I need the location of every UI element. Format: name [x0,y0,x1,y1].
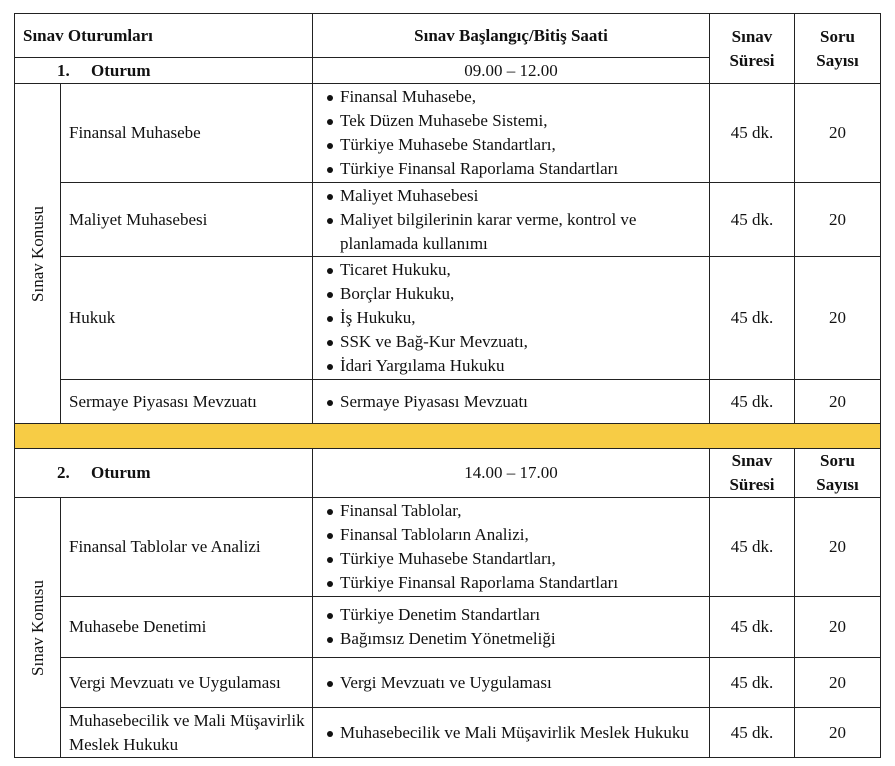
count-value: 20 [795,658,881,708]
session-1-time: 09.00 – 12.00 [313,58,710,84]
topic-list [313,658,710,708]
topic-list [313,257,710,380]
subject-group-label: Sınav Konusu [15,498,61,758]
duration-value: 45 dk. [710,84,795,183]
list-item: İş Hukuku, [325,306,703,330]
list-item: Maliyet bilgilerinin karar verme, kontrol ve planlamada kullanımı [325,208,703,256]
table-row [15,658,881,708]
exam-schedule-table [14,13,881,758]
session-separator [15,424,881,449]
header-question-count: Soru Sayısı [795,14,881,84]
header-time: Sınav Başlangıç/Bitiş Saati [313,14,710,58]
count-value: 20 [795,257,881,380]
list-item: Vergi Mevzuatı ve Uygulaması [325,671,703,695]
list-item: Sermaye Piyasası Mevzuatı [325,390,703,414]
subject-name: Finansal Muhasebe [61,84,313,183]
header-duration: Sınav Süresi [710,14,795,84]
list-item: Türkiye Muhasebe Standartları, [325,133,703,157]
session-2-time: 14.00 – 17.00 [313,449,710,498]
count-value: 20 [795,84,881,183]
subject-name: Sermaye Piyasası Mevzuatı [61,380,313,424]
duration-value: 45 dk. [710,183,795,257]
list-item: Muhasebecilik ve Mali Müşavirlik Meslek Hukuku [325,721,703,745]
duration-value: 45 dk. [710,658,795,708]
duration-value: 45 dk. [710,708,795,758]
subject-name: Vergi Mevzuatı ve Uygulaması [61,658,313,708]
list-item: SSK ve Bağ-Kur Mevzuatı, [325,330,703,354]
list-item: Finansal Tablolar, [325,499,703,523]
subject-name: Hukuk [61,257,313,380]
subject-name: Finansal Tablolar ve Analizi [61,498,313,597]
session-2-label: 2. Oturum [15,449,313,498]
count-value: 20 [795,380,881,424]
topic-list [313,380,710,424]
subject-name: Maliyet Muhasebesi [61,183,313,257]
topic-list [313,498,710,597]
list-item: Tek Düzen Muhasebe Sistemi, [325,109,703,133]
subject-group-label: Sınav Konusu [15,84,61,424]
list-item: Türkiye Muhasebe Standartları, [325,547,703,571]
topic-list [313,183,710,257]
table-row [15,708,881,758]
subject-name: Muhasebecilik ve Mali Müşavirlik Meslek Hukuku [61,708,313,758]
list-item: Ticaret Hukuku, [325,258,703,282]
table-row [15,498,881,597]
subject-name: Muhasebe Denetimi [61,597,313,658]
table-row [15,380,881,424]
table-row [15,257,881,380]
list-item: Finansal Muhasebe, [325,85,703,109]
list-item: Bağımsız Denetim Yönetmeliği [325,627,703,651]
duration-value: 45 dk. [710,597,795,658]
count-value: 20 [795,708,881,758]
count-value: 20 [795,183,881,257]
topic-list [313,597,710,658]
duration-value: 45 dk. [710,257,795,380]
duration-value: 45 dk. [710,498,795,597]
list-item: Borçlar Hukuku, [325,282,703,306]
header-sessions: Sınav Oturumları [15,14,313,58]
list-item: Maliyet Muhasebesi [325,184,703,208]
list-item: Türkiye Denetim Standartları [325,603,703,627]
duration-value: 45 dk. [710,380,795,424]
list-item: Finansal Tabloların Analizi, [325,523,703,547]
session-1-label: 1. Oturum [15,58,313,84]
table-row [15,597,881,658]
topic-list [313,84,710,183]
header-duration: Sınav Süresi [710,449,795,498]
count-value: 20 [795,597,881,658]
list-item: Türkiye Finansal Raporlama Standartları [325,571,703,595]
table-row [15,84,881,183]
list-item: Türkiye Finansal Raporlama Standartları [325,157,703,181]
table-row [15,183,881,257]
separator-bar [15,424,881,449]
count-value: 20 [795,498,881,597]
list-item: İdari Yargılama Hukuku [325,354,703,378]
header-question-count: Soru Sayısı [795,449,881,498]
topic-list [313,708,710,758]
